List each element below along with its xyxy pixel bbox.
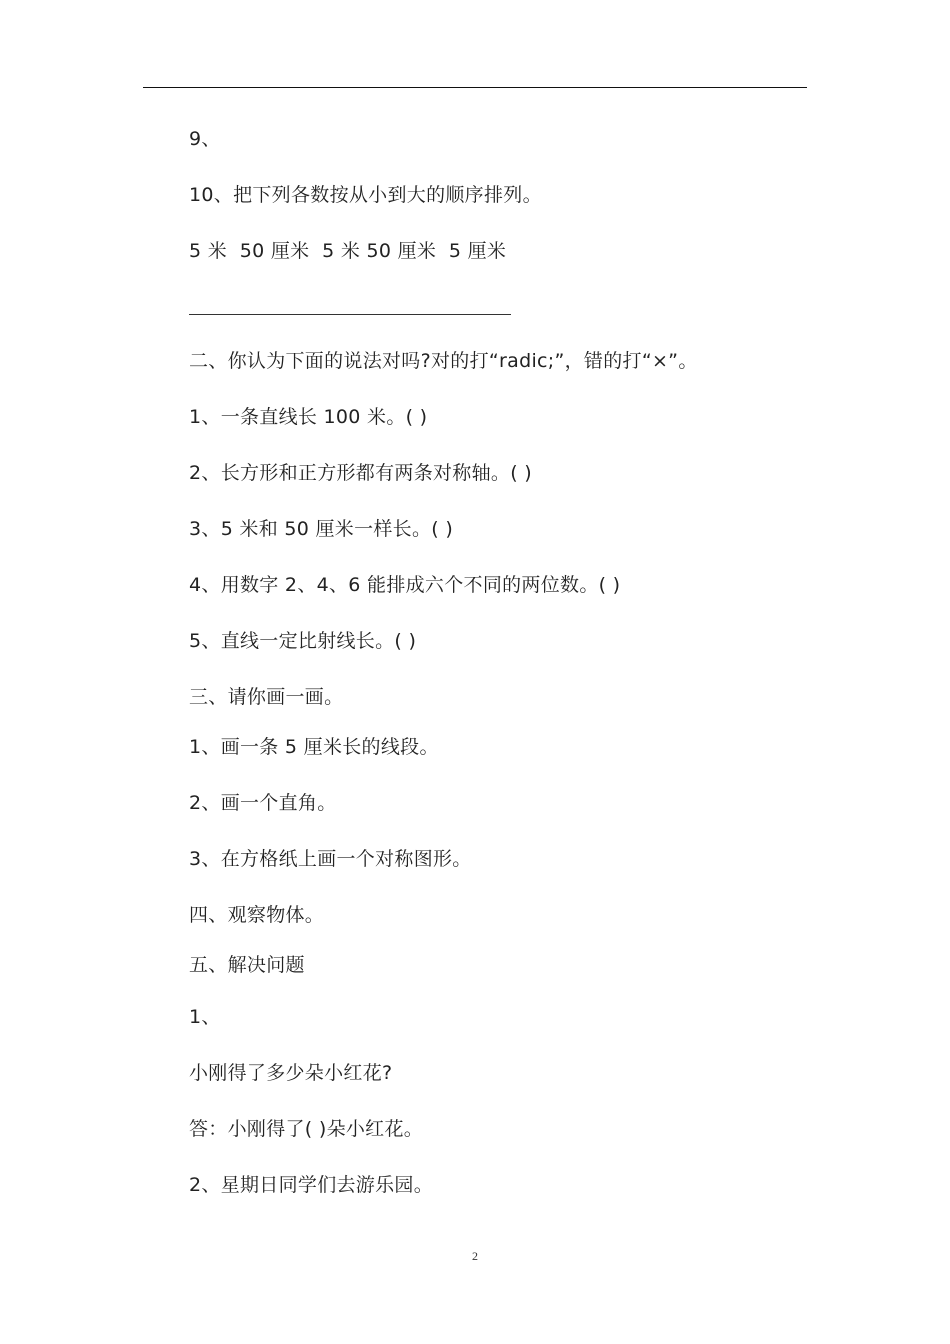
section-2-item-4: 4、用数字 2、4、6 能排成六个不同的两位数。( ) bbox=[189, 574, 621, 596]
problem-1-question: 小刚得了多少朵小红花? bbox=[189, 1062, 393, 1084]
section-3-item-2: 2、画一个直角。 bbox=[189, 792, 337, 814]
section-5-heading: 五、解决问题 bbox=[189, 954, 305, 976]
section-2-item-1: 1、一条直线长 100 米。( ) bbox=[189, 406, 428, 428]
question-9-label: 9、 bbox=[189, 128, 221, 150]
section-3-item-1: 1、画一条 5 厘米长的线段。 bbox=[189, 736, 439, 758]
section-2-item-5: 5、直线一定比射线长。( ) bbox=[189, 630, 417, 652]
section-2-item-3: 3、5 米和 50 厘米一样长。( ) bbox=[189, 518, 454, 540]
question-10-values: 5 米 50 厘米 5 米 50 厘米 5 厘米 bbox=[189, 240, 507, 262]
problem-1-answer: 答：小刚得了( )朵小红花。 bbox=[189, 1118, 424, 1140]
section-2-item-2: 2、长方形和正方形都有两条对称轴。( ) bbox=[189, 462, 532, 484]
section-2-heading: 二、你认为下面的说法对吗?对的打“radic;”，错的打“×”。 bbox=[189, 350, 698, 372]
section-4-heading: 四、观察物体。 bbox=[189, 904, 325, 926]
page-number: 2 bbox=[472, 1249, 478, 1263]
header-rule bbox=[143, 87, 807, 88]
answer-blank-line bbox=[189, 314, 511, 315]
section-3-heading: 三、请你画一画。 bbox=[189, 686, 344, 708]
question-10-text: 10、把下列各数按从小到大的顺序排列。 bbox=[189, 184, 542, 206]
section-3-item-3: 3、在方格纸上画一个对称图形。 bbox=[189, 848, 472, 870]
problem-2-text: 2、星期日同学们去游乐园。 bbox=[189, 1174, 433, 1196]
problem-1-label: 1、 bbox=[189, 1006, 221, 1028]
